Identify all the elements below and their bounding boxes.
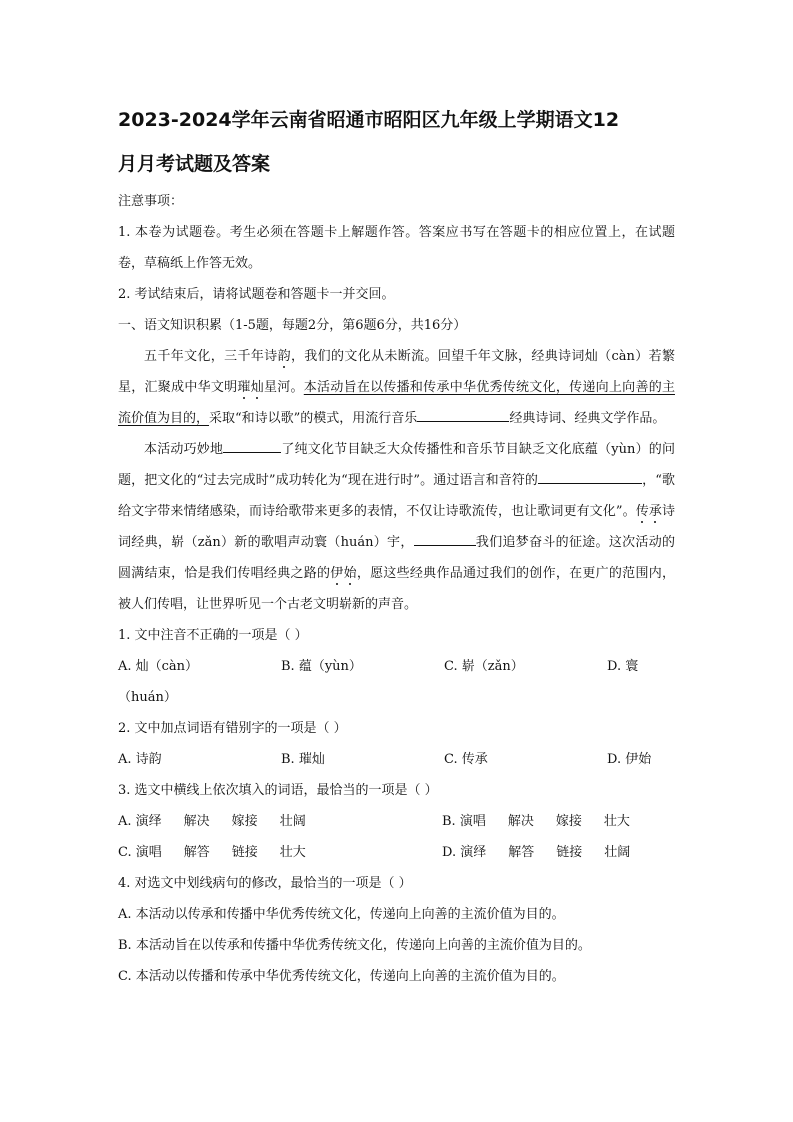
dotted-char: 始	[343, 566, 357, 581]
option-word: A. 演绎	[118, 814, 162, 829]
passage-text: 经典诗词、经典文学作品。	[509, 411, 666, 426]
question-2-stem: 2. 文中加点词语有错别字的一项是（ ）	[118, 721, 347, 736]
option-a[interactable]: A. 灿（càn）	[118, 659, 199, 674]
option-a[interactable]: A. 诗韵	[118, 752, 162, 767]
dotted-char: 灿	[250, 380, 264, 395]
option-c[interactable]: C. 本活动以传播和传承中华优秀传统文化，传递向上向善的主流价值为目的。	[118, 969, 565, 984]
question-3-options-row-1	[118, 806, 675, 837]
option-word: 解决	[183, 814, 210, 829]
option-word: C. 演唱	[118, 845, 162, 860]
passage-text: 五千年文化，三千年诗	[144, 349, 278, 364]
passage-text: 星河。	[263, 380, 304, 395]
option-b[interactable]	[442, 806, 630, 837]
option-a[interactable]	[118, 806, 442, 837]
option-word: 链接	[231, 845, 258, 860]
passage-text: 诗词经典，崭（zǎn）新的歌唱声动寰（huán）宇，	[118, 504, 675, 550]
option-b[interactable]: B. 璀灿	[281, 752, 325, 767]
passage-text: 我们追梦奋斗的征途。这次活动的圆满结束，恰是我们传唱经典之路的	[118, 535, 675, 581]
document-title	[118, 98, 675, 186]
dotted-char: 承	[648, 504, 662, 519]
dotted-char: 璀	[237, 380, 251, 395]
option-word: 解决	[507, 814, 534, 829]
passage-text: ，我们的文化从未断流。回望千年文脉，经典诗词灿（càn）若繁星，汇聚成中华文明	[118, 349, 675, 395]
option-word: 壮大	[603, 814, 630, 829]
fill-blank-1	[417, 407, 509, 422]
dotted-char: 传	[635, 504, 649, 519]
option-word: D. 演绎	[442, 845, 487, 860]
option-c[interactable]	[118, 837, 442, 868]
passage-text: ，“歌给文字带来情绪感染，而诗给歌带来更多的表情，不仅让诗歌流传，也让歌词更有文化”。	[118, 473, 675, 519]
title-line-2: 月月考试题及答案	[118, 153, 271, 175]
passage-paragraph-2	[118, 434, 675, 620]
question-3-options-row-2	[118, 837, 675, 868]
option-word: 链接	[556, 845, 583, 860]
fill-blank-3	[538, 469, 642, 484]
option-b[interactable]: B. 本活动旨在以传承和传播中华优秀传统文化，传递向上向善的主流价值为目的。	[118, 938, 591, 953]
option-d-pinyin: （huán）	[118, 690, 177, 705]
fill-blank-4	[414, 531, 476, 546]
option-word: B. 演唱	[442, 814, 486, 829]
section-1-heading: 一、语文知识积累（1-5题，每题2分，第6题6分，共16分）	[118, 318, 467, 333]
option-word: 嫁接	[231, 814, 258, 829]
notice-item-1: 1. 本卷为试题卷。考生必须在答题卡上解题作答。答案应书写在答题卡的相应位置上，在试题卷，草稿纸上作答无效。	[118, 225, 675, 271]
title-line-1: 2023-2024学年云南省昭通市昭阳区九年级上学期语文12	[118, 109, 620, 131]
option-b[interactable]: B. 蕴（yùn）	[281, 659, 362, 674]
passage-text: 采取“和诗以歌”的模式，用流行音乐	[209, 411, 418, 426]
option-d[interactable]: D. 伊始	[607, 752, 652, 767]
option-d[interactable]: D. 寰	[607, 659, 639, 674]
option-c[interactable]: C. 崭（zǎn）	[444, 659, 524, 674]
question-2-options	[118, 744, 675, 775]
option-a[interactable]: A. 本活动以传承和传播中华优秀传统文化，传递向上向善的主流价值为目的。	[118, 907, 565, 922]
option-c[interactable]: C. 传承	[444, 752, 488, 767]
option-word: 壮大	[279, 845, 306, 860]
question-1-stem: 1. 文中注音不正确的一项是（ ）	[118, 628, 308, 643]
notice-item-2: 2. 考试结束后，请将试题卷和答题卡一并交回。	[118, 287, 395, 302]
option-word: 嫁接	[555, 814, 582, 829]
option-word: 壮阔	[604, 845, 631, 860]
option-word: 解答	[183, 845, 210, 860]
option-word: 壮阔	[279, 814, 306, 829]
dotted-char: 韵	[277, 349, 291, 364]
underlined-sentence: 本活动旨在以传播和传承中华优秀传统文化，传递向上向善的主流价值为目的，	[118, 380, 675, 426]
passage-text: ，愿这些经典作品通过我们的创作，在更广的范围内，被人们传唱，让世界听见一个古老文明崭新的声音。	[118, 566, 675, 612]
question-3-stem: 3. 选文中横线上依次填入的词语，最恰当的一项是（ ）	[118, 783, 438, 798]
option-word: 解答	[508, 845, 535, 860]
passage-text: 本活动巧妙地	[144, 442, 224, 457]
option-d[interactable]	[442, 837, 630, 868]
question-1-options	[118, 651, 675, 682]
fill-blank-2	[223, 438, 281, 453]
question-4-stem: 4. 对选文中划线病句的修改，最恰当的一项是（ ）	[118, 876, 412, 891]
passage-text: 了纯文化节目缺乏大众传播性和音乐节目缺乏文化底蕴（yùn）的问题，把文化的“过去完成时”成功转化为“现在进行时”。通过语言和音符的	[118, 442, 675, 488]
dotted-char: 伊	[330, 566, 344, 581]
passage-paragraph-1	[118, 341, 675, 434]
notice-heading: 注意事项：	[118, 194, 184, 209]
